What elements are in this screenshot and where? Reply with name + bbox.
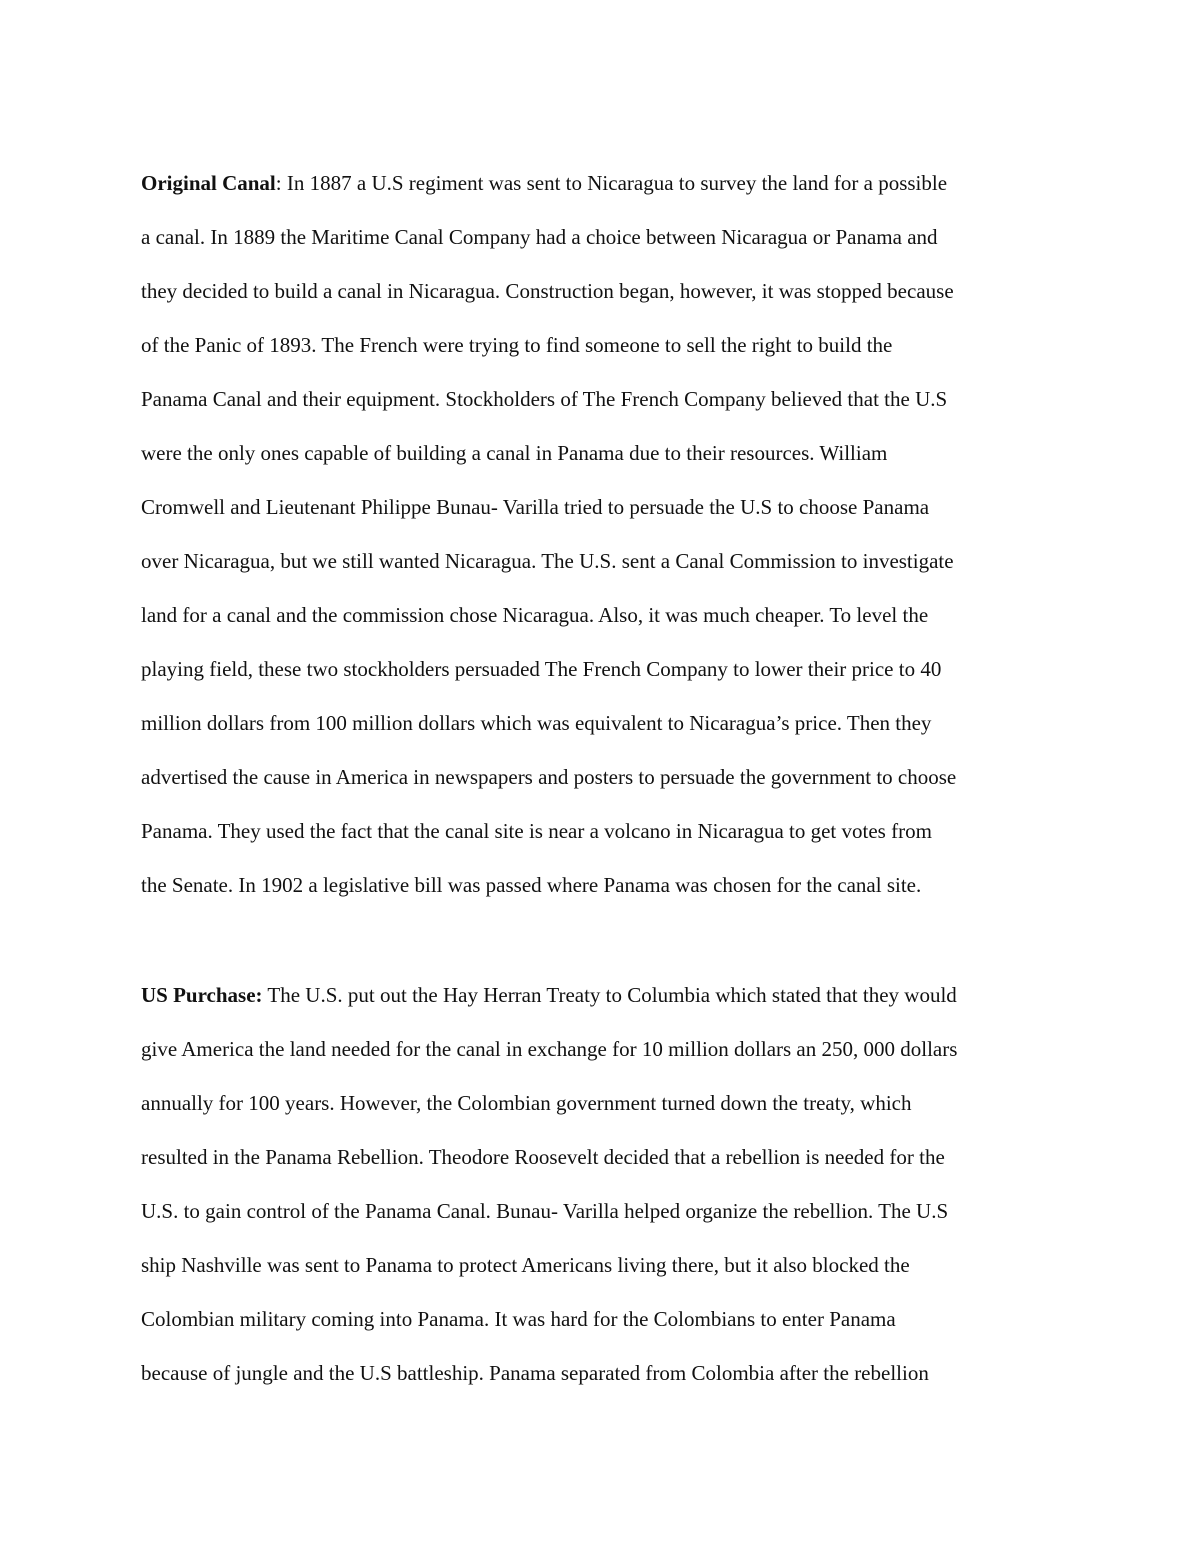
paragraph-line: Colombian military coming into Panama. It was hard for the Colombians to enter Panama (141, 1307, 896, 1331)
paragraph-original-canal (141, 156, 1071, 912)
paragraph-line: annually for 100 years. However, the Colombian government turned down the treaty, which (141, 1091, 912, 1115)
paragraph-line (141, 968, 1071, 1022)
paragraph-line: the Senate. In 1902 a legislative bill was passed where Panama was chosen for the canal site. (141, 873, 922, 897)
heading-colon: : (275, 171, 282, 195)
line-text: In 1887 a U.S regiment was sent to Nicaragua to survey the land for a possible (281, 171, 948, 195)
paragraph-line: resulted in the Panama Rebellion. Theodore Roosevelt decided that a rebellion is needed for the (141, 1145, 945, 1169)
paragraph-line: give America the land needed for the canal in exchange for 10 million dollars an 250, 000 dollars (141, 1037, 958, 1061)
paragraph-line: because of jungle and the U.S battleship. Panama separated from Colombia after the rebellion (141, 1361, 929, 1385)
section-heading-us-purchase: US Purchase: (141, 983, 263, 1007)
section-heading-original-canal: Original Canal (141, 171, 276, 195)
paragraph-line: they decided to build a canal in Nicaragua. Construction began, however, it was stopped because (141, 279, 954, 303)
paragraph-line: Cromwell and Lieutenant Philippe Bunau- Varilla tried to persuade the U.S to choose Panama (141, 495, 930, 519)
paragraph-line (141, 156, 1071, 210)
paragraph-line: million dollars from 100 million dollars which was equivalent to Nicaragua’s price. Then they (141, 711, 932, 735)
paragraph-us-purchase (141, 968, 1071, 1400)
paragraph-line: land for a canal and the commission chose Nicaragua. Also, it was much cheaper. To level the (141, 603, 929, 627)
paragraph-line: U.S. to gain control of the Panama Canal. Bunau- Varilla helped organize the rebellion. The U.S (141, 1199, 949, 1223)
line-text: The U.S. put out the Hay Herran Treaty to Columbia which stated that they would (262, 983, 957, 1007)
paragraph-line: ship Nashville was sent to Panama to protect Americans living there, but it also blocked the (141, 1253, 910, 1277)
paragraph-line: Panama Canal and their equipment. Stockholders of The French Company believed that the U.S (141, 387, 948, 411)
paragraph-line: a canal. In 1889 the Maritime Canal Company had a choice between Nicaragua or Panama and (141, 225, 938, 249)
paragraph-line: Panama. They used the fact that the canal site is near a volcano in Nicaragua to get votes from (141, 819, 932, 843)
paragraph-line: over Nicaragua, but we still wanted Nicaragua. The U.S. sent a Canal Commission to investigate (141, 549, 954, 573)
paragraph-line: were the only ones capable of building a canal in Panama due to their resources. William (141, 441, 888, 465)
paragraph-line: of the Panic of 1893. The French were trying to find someone to sell the right to build the (141, 333, 893, 357)
paragraph-line: playing field, these two stockholders persuaded The French Company to lower their price to 40 (141, 657, 942, 681)
paragraph-line: advertised the cause in America in newspapers and posters to persuade the government to choose (141, 765, 957, 789)
